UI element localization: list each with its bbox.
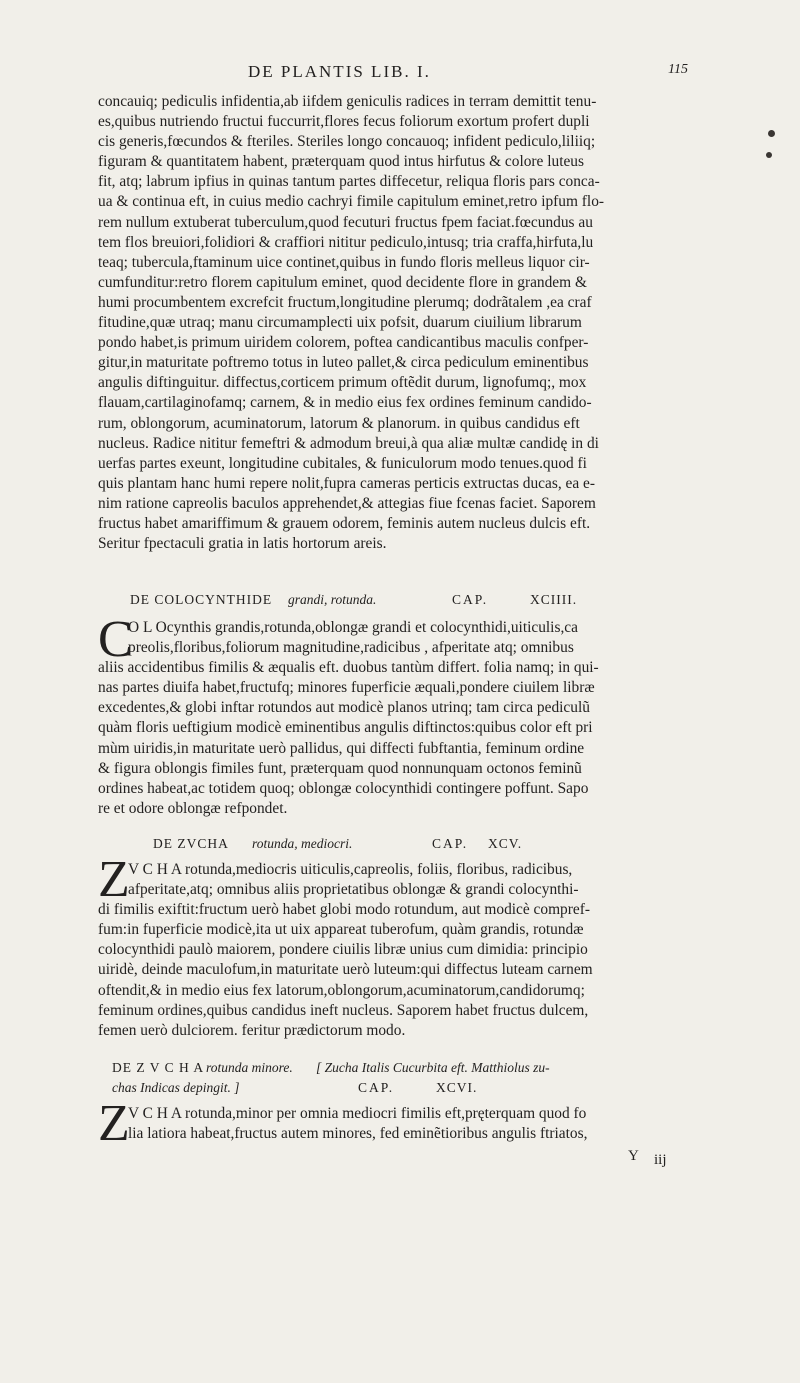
text-line: aliis accidentibus fimilis & æqualis eft. duobus tantùm differt. folia namq; in qui- bbox=[98, 659, 599, 677]
drop-initial-c: C bbox=[98, 611, 133, 668]
text-line: tem flos breuiori,folidiori & craffiori nititur pediculo,intusq; tria craffa,hirfuta,lu bbox=[98, 233, 594, 251]
heading-number: XCV. bbox=[488, 836, 523, 851]
ink-spot bbox=[766, 152, 772, 158]
text-line: Seritur fpectaculi gratia in latis hortorum areis. bbox=[98, 535, 387, 553]
heading-note-continued: chas Indicas depingit. ] bbox=[112, 1080, 240, 1095]
text-line: angulis diftinguitur. diffectus,corticem primum oftẽdit durum, lignofumq;, mox bbox=[98, 374, 587, 392]
signature-number: iij bbox=[654, 1152, 667, 1168]
ink-spot bbox=[768, 130, 775, 137]
heading-prefix: DE COLOCYNTHIDE bbox=[130, 592, 273, 607]
text-line: cumfunditur:retro florem capitulum eminet, quod decidente flore in grandem & bbox=[98, 273, 587, 291]
text-line: nas partes diuifa habet,fructufq; minores fuperficie æquali,pondere ciuilem libræ bbox=[98, 679, 595, 697]
text-line: afperitate,atq; omnibus aliis proprietatibus oblongæ & grandi colocynthi- bbox=[128, 881, 579, 899]
text-line: nim ratione capreolis baculos apprehendet,& attegias fiue fcenas faciet. Saporem bbox=[98, 494, 596, 512]
heading-note: [ Zucha Italis Cucurbita eft. Matthiolus zu- bbox=[316, 1060, 550, 1075]
drop-initial-z: Z bbox=[98, 851, 130, 908]
text-line: rem nullum extuberat tuberculum,quod fecuturi fructus fpem faciat.fœcundus au bbox=[98, 213, 593, 231]
text-line: gitur,in maturitate poftremo totus in luteo pallet,& circa pediculum eminentibus bbox=[98, 354, 589, 372]
text-line: lia latiora habeat,fructus autem minores, fed eminẽtioribus angulis ftriatos, bbox=[128, 1125, 588, 1143]
heading-cap: CAP. bbox=[358, 1080, 395, 1095]
text-line: ordines habeat,ac totidem quoq; oblongæ colocynthidi contingere poffunt. Sapo bbox=[98, 779, 589, 797]
running-head bbox=[0, 62, 800, 92]
catchwords bbox=[0, 1148, 800, 1188]
paragraph-medium-round-zucha bbox=[98, 860, 692, 1041]
text-line: & figura oblongis fimiles funt, præterquam quod nonnunquam octonos feminũ bbox=[98, 759, 582, 777]
heading-prefix: DE ZVCHA bbox=[153, 836, 229, 851]
text-line: es,quibus nutriendo fructui fuccurrit,flores fecus foliorum exortum profert dupli bbox=[98, 113, 590, 131]
text-line: fit, atq; labrum ipfius in quinas tantum partes diffecetur, reliqua floris pars conca- bbox=[98, 173, 600, 191]
text-line: quis plantam hanc humi repere nolit,fupra cameras perticis extructas ducas, ea e- bbox=[98, 474, 595, 492]
paragraph-small-round-zucha bbox=[98, 1104, 692, 1144]
heading-subtitle: rotunda minore. bbox=[206, 1060, 293, 1075]
text-line: V C H A rotunda,mediocris uiticulis,capreolis, foliis, floribus, radicibus, bbox=[128, 861, 573, 878]
heading-subtitle: rotunda, mediocri. bbox=[252, 836, 353, 851]
signature-mark: Y bbox=[628, 1148, 639, 1164]
text-line: nucleus. Radice nititur femeftri & admodum breui,à qua aliæ multæ candidę in di bbox=[98, 434, 599, 452]
text-line: flauam,cartilaginofamq; carnem, & in medio eius fex ordines feminum candido- bbox=[98, 394, 592, 412]
text-line: preolis,floribus,foliorum magnitudine,radicibus , afperitate atq; omnibus bbox=[128, 639, 574, 657]
heading-prefix: DE Z V C H A bbox=[112, 1060, 205, 1075]
heading-number: XCIIII. bbox=[530, 592, 578, 607]
text-line: fum:in fuperficie modicè,ita ut uix appareat tuberofum, quàm grandis, rotundæ bbox=[98, 921, 584, 939]
text-line: mùm uiridis,in maturitate uerò pallidus, qui diffecti fubftantia, feminum ordine bbox=[98, 739, 585, 757]
text-line: figuram & quantitatem habent, præterquam quod intus hirfutus & colore luteus bbox=[98, 153, 584, 171]
text-line: humi procumbentem excrefcit fructum,longitudine plerumq; dodrãtalem ,ea craf bbox=[98, 293, 592, 311]
text-line: fitudine,quæ utraq; manu circumamplecti uix pofsit, duarum ciuilium librarum bbox=[98, 314, 582, 332]
text-line: uerfas partes exeunt, longitudine cubitales, & funiculorum modo tenues.quod fi bbox=[98, 454, 587, 472]
page-number: 115 bbox=[668, 62, 688, 77]
drop-initial-z: Z bbox=[98, 1095, 130, 1152]
text-line: pondo habet,is primum uiridem colorem, poftea candicantibus maculis confper- bbox=[98, 334, 589, 352]
heading-subtitle: grandi, rotunda. bbox=[288, 592, 377, 607]
heading-cap: CAP. bbox=[452, 592, 489, 607]
text-line: re et odore oblongæ refpondet. bbox=[98, 799, 288, 817]
text-line: concauiq; pediculis infidentia,ab iifdem geniculis radices in terram demittit tenu- bbox=[98, 93, 597, 110]
heading-number: XCVI. bbox=[436, 1080, 478, 1095]
text-line: O L Ocynthis grandis,rotunda,oblongæ grandi et colocynthidi,uiticulis,ca bbox=[128, 619, 578, 636]
text-line: excedentes,& globi inftar rotundos aut modicè planos utrinq; tam circa pediculũ bbox=[98, 699, 590, 717]
chapter-heading-96 bbox=[0, 1060, 800, 1082]
running-head-title: DE PLANTIS LIB. I. bbox=[248, 62, 431, 81]
text-line: colocynthidi paulò maiorem, pondere ciuilis libræ unius cum dimidia: principio bbox=[98, 941, 588, 959]
text-line: cis generis,fœcundos & fteriles. Steriles longo concauoq; infident pediculo,liliiq; bbox=[98, 133, 596, 151]
text-line: uiridè, deinde maculofum,in maturitate uerò luteum:qui diffectus luteam carnem bbox=[98, 961, 593, 979]
text-line: di fimilis exiftit:fructum uerò habet globi modo rotundum, aut modicè compref- bbox=[98, 901, 590, 919]
text-line: rum, oblongorum, acuminatorum, latorum & planorum. in quibus candidus eft bbox=[98, 414, 580, 432]
text-line: feminum ordines,quibus candidus ineft nucleus. Saporem habet fructus dulcem, bbox=[98, 1001, 589, 1019]
text-line: fructus habet amariffimum & grauem odorem, feminis autem nucleus dulcis eft. bbox=[98, 514, 591, 532]
heading-cap: CAP. bbox=[432, 836, 469, 851]
text-line: femen uerò dulciorem. feritur prædictorum modo. bbox=[98, 1021, 406, 1039]
text-line: V C H A rotunda,minor per omnia mediocri fimilis eft,pręterquam quod fo bbox=[128, 1105, 587, 1122]
paragraph-large-round-colocynth bbox=[98, 611, 692, 819]
paragraph-oblong-colocynth bbox=[98, 92, 692, 554]
text-line: ua & continua eft, in cuius medio cachryi fimile capitulum eminet,retro ipfum flo- bbox=[98, 193, 605, 211]
text-line: teaq; tubercula,ftaminum uice continet,quibus in fundo floris melleus liquor cir- bbox=[98, 253, 590, 271]
text-line: quàm floris ueftigium modicè eminentibus angulis diftinctos:quibus color eft pri bbox=[98, 719, 593, 737]
text-line: oftendit,& in medio eius fex latorum,oblongorum,acuminatorum,candidorumq; bbox=[98, 981, 585, 999]
